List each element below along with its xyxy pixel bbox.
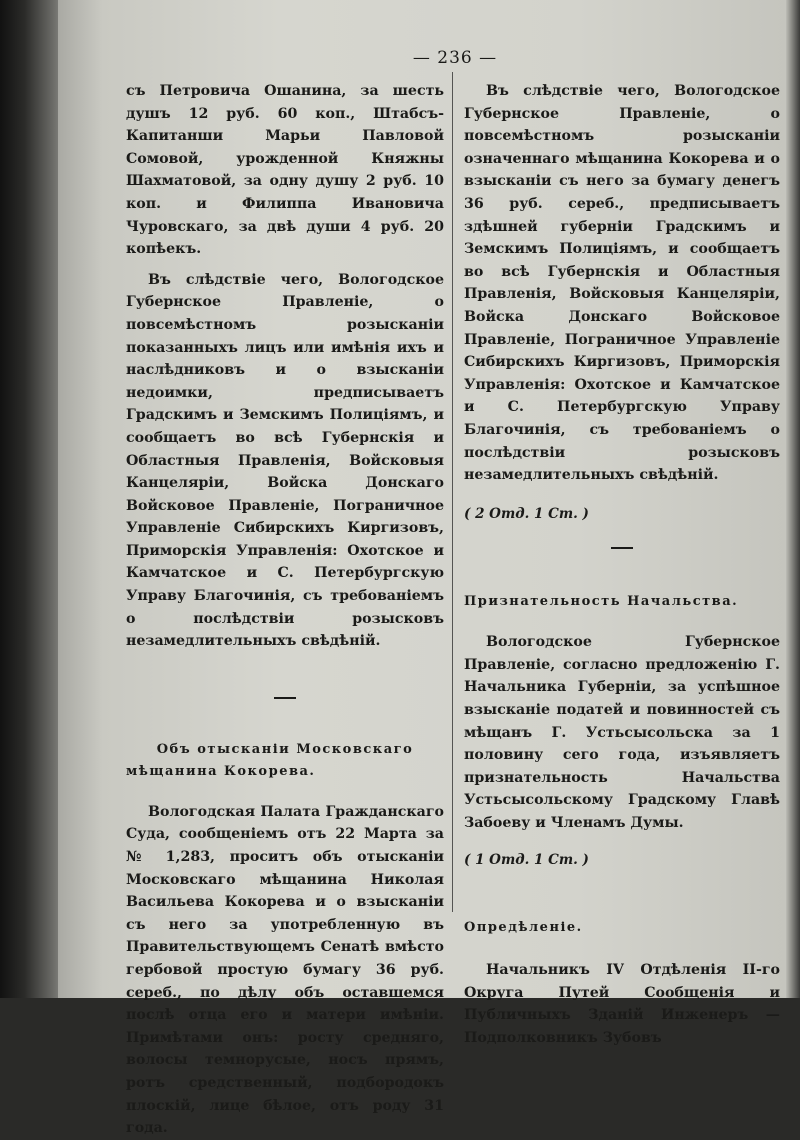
left-paragraph-1: съ Петровича Ошанина, за шесть душъ 12 руб. 60 коп., Штабсъ-Капитанши Марьи Павловой Сомовой, урожденной Княжны Шахматовой, за одну душу 2 руб. 10 коп. и Филиппа Ивановича Чуровскаго, за двѣ души 4 руб. 20 копѣекъ. (126, 83, 444, 258)
right-paragraph-3: Начальникъ IV Отдѣленія II-го Округа Путей Сообщенія и Публичныхъ Зданій Инженеръ — Подполковникъ Зубовъ (464, 962, 780, 1046)
right-column (464, 80, 780, 1050)
page-edge-shadow (786, 0, 800, 998)
section-heading-kokorev: Объ отысканіи Московскаго мѣщанина Кокорева. (126, 741, 414, 779)
page-number: — 236 — (412, 48, 498, 68)
section-reference-2: ( 1 Отд. 1 Ст. ) (464, 851, 589, 868)
section-heading-appointment: Опредѣленіе. (464, 920, 583, 936)
section-reference-1: ( 2 Отд. 1 Ст. ) (464, 505, 589, 522)
right-paragraph-1: Въ слѣдствіе чего, Вологодское Губернское Правленіе, о повсемѣстномъ розысканіи означеннаго мѣщанина Кокорева и о взысканіи съ него за бумагу денегъ 36 руб. сереб., предписываетъ здѣшней губерніи Градскимъ и Земскимъ Полиціямъ, и сообщаетъ во всѣ Губернскія и Областныя Правленія, Войсковыя Канцеляріи, Войска Донскаго Войсковое Правленіе, Пограничное Управленіе Сибирскихъ Киргизовъ, Приморскія Управленія: Охотское и Камчатское и С. Петербургскую Управу Благочинія, съ требованіемъ о послѣдствіи розысковъ незамедлительныхъ свѣдѣній. (464, 83, 780, 484)
left-paragraph-2: Въ слѣдствіе чего, Вологодское Губернское Правленіе, о повсемѣстномъ розысканіи показанныхъ лицъ или имѣнія ихъ и наслѣдниковъ и о взысканіи недоимки, предписываетъ Градскимъ и Земскимъ Полиціямъ, и сообщаетъ во всѣ Губернскія и Областныя Правленія, Войсковыя Канцеляріи, Войска Донскаго Войсковое Правленіе, Пограничное Управленіе Сибирскихъ Киргизовъ, Приморскія Управленія: Охотское и Камчатское и С. Петербургскую Управу Благочинія, съ требованіемъ о послѣдствіи розысковъ незамедлительныхъ свѣдѣній. (126, 271, 444, 650)
left-paragraph-3: Вологодская Палата Гражданскаго Суда, сообщеніемъ отъ 22 Марта за № 1,283, проситъ объ отысканіи Московскаго мѣщанина Николая Васильева Кокорева и о взысканіи съ него за употребленную въ Правительствующемъ Сенатѣ вмѣсто гербовой простую бумагу 36 руб. сереб., по дѣлу объ оставшемся послѣ отца его и матери имѣніи. Примѣтами онъ: росту средняго, волосы темнорусые, носъ прямъ, ротъ средственный, подбородокъ плоскій, лице бѣлое, отъ роду 31 года. (126, 803, 444, 1137)
column-divider (452, 72, 453, 912)
section-separator (611, 547, 633, 549)
section-separator (274, 697, 296, 699)
section-heading-gratitude: Признательность Начальства. (464, 594, 739, 610)
right-paragraph-2: Вологодское Губернское Правленіе, согласно предложенію Г. Начальника Губерніи, за успѣшное взысканіе податей и повинностей съ мѣщанъ Г. Устьсысольска за 1 половину сего года, изъявляетъ признательность Начальства Устьсысольскому Градскому Главѣ Забоеву и Членамъ Думы. (464, 634, 780, 832)
left-column (126, 80, 444, 1140)
